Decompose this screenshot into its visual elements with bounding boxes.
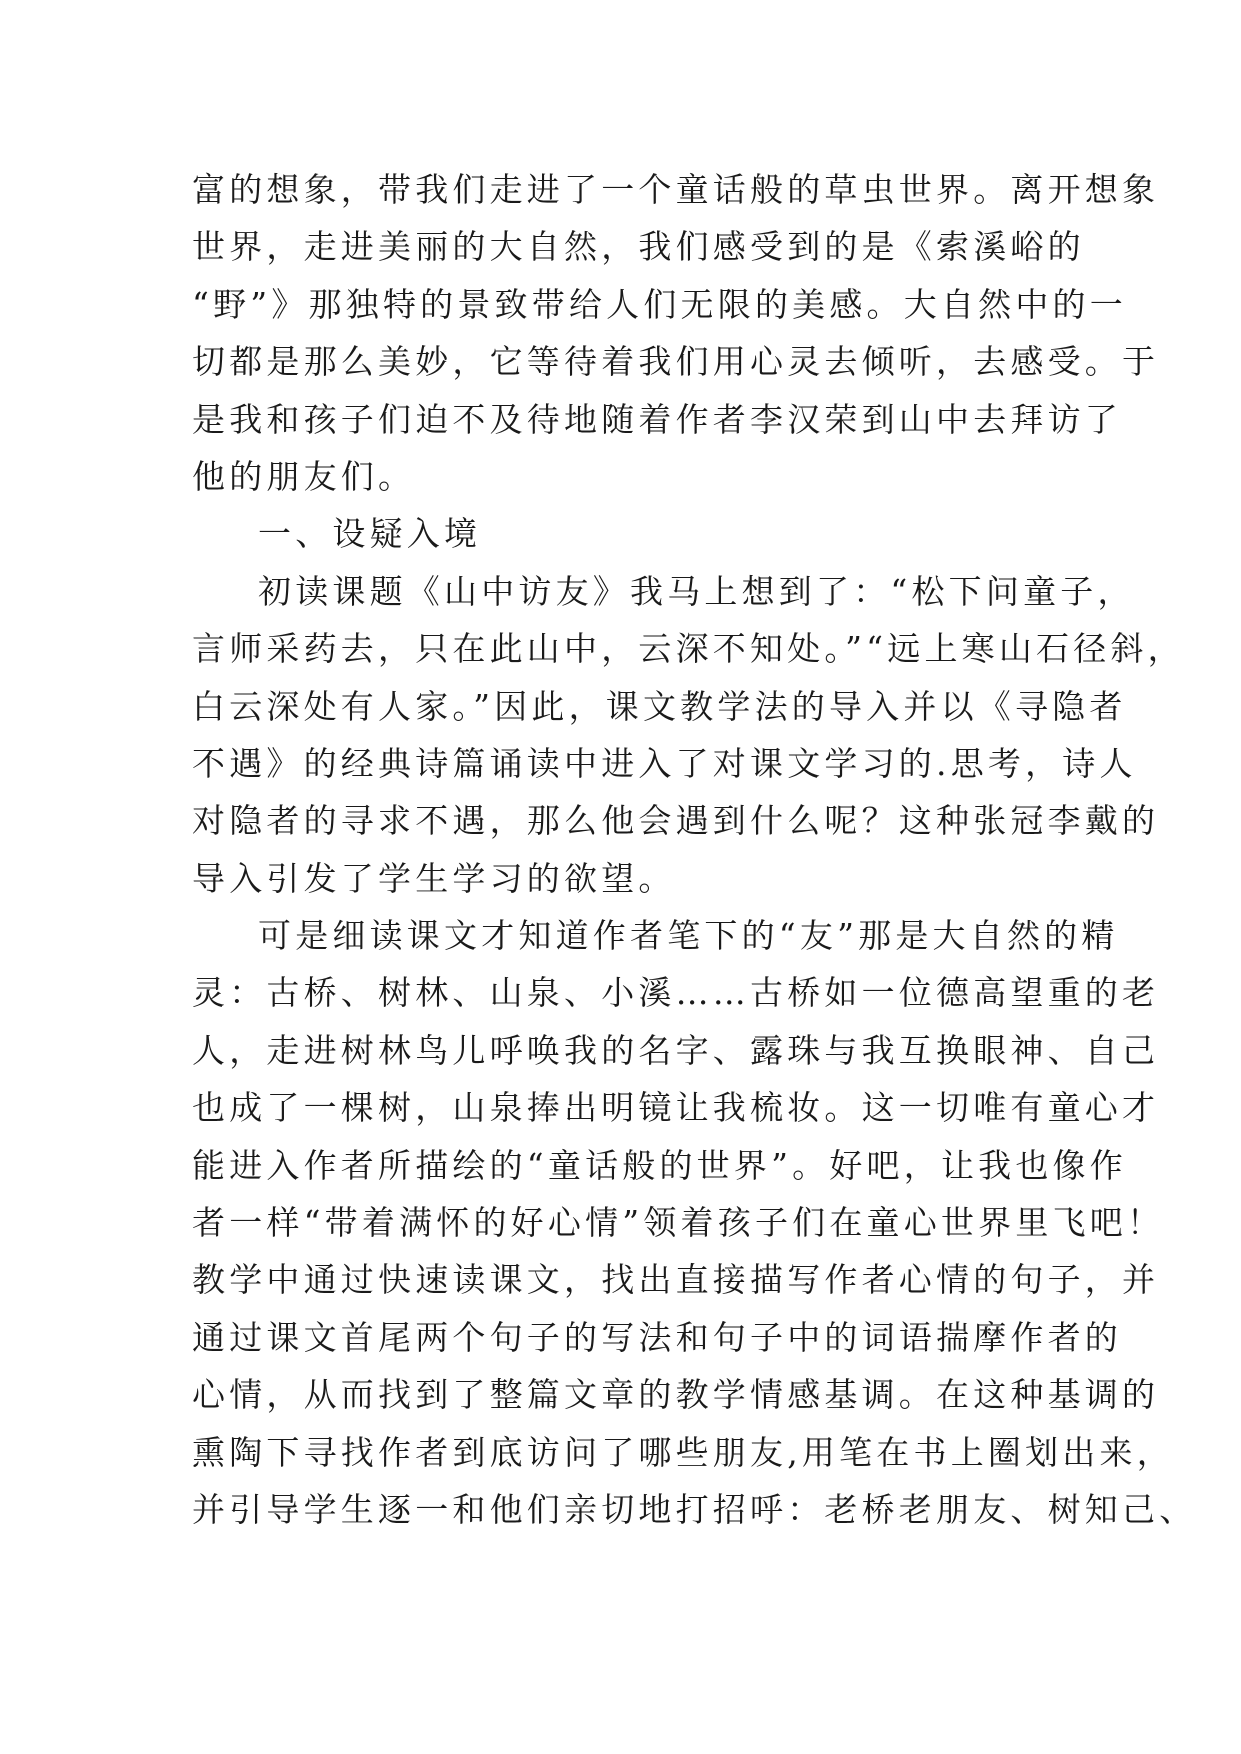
text-line: 是我和孩子们迫不及待地随着作者李汉荣到山中去拜访了 (192, 399, 1122, 439)
text-line: 者一样“带着满怀的好心情”领着孩子们在童心世界里飞吧！ (192, 1203, 1165, 1243)
text-line: 切都是那么美妙，它等待着我们用心灵去倾听，去感受。于 (192, 342, 1160, 382)
text-line: 教学中通过快速读课文，找出直接描写作者心情的句子，并 (192, 1260, 1160, 1300)
text-line: 人，走进树林鸟儿呼唤我的名字、露珠与我互换眼神、自己 (192, 1030, 1160, 1070)
text-line: 能进入作者所描绘的“童话般的世界”。好吧，让我也像作 (192, 1145, 1127, 1185)
text-line: 通过课文首尾两个句子的写法和句子中的词语揣摩作者的 (192, 1317, 1122, 1357)
text-line: 世界，走进美丽的大自然，我们感受到的是《索溪峪的 (192, 227, 1085, 267)
paragraph-start-line: 可是细读课文才知道作者笔下的“友”那是大自然的精 (258, 916, 1119, 956)
paragraph-start-line: 初读课题《山中访友》我马上想到了：“松下问童子， (258, 571, 1135, 611)
text-line: 言师采药去，只在此山中，云深不知处。”“远上寒山石径斜， (192, 629, 1185, 669)
text-line: 也成了一棵树，山泉捧出明镜让我梳妆。这一切唯有童心才 (192, 1088, 1160, 1128)
text-line: 灵：古桥、树林、山泉、小溪……古桥如一位德高望重的老 (192, 973, 1160, 1013)
text-line: 并引导学生逐一和他们亲切地打招呼：老桥老朋友、树知己、 (192, 1489, 1197, 1529)
text-line: 心情，从而找到了整篇文章的教学情感基调。在这种基调的 (192, 1375, 1160, 1415)
document-body (192, 161, 1197, 1538)
text-line: “野”》那独特的景致带给人们无限的美感。大自然中的一 (192, 284, 1127, 324)
text-line: 白云深处有人家。”因此，课文教学法的导入并以《寻隐者 (192, 686, 1127, 726)
text-line: 对隐者的寻求不遇，那么他会遇到什么呢？这种张冠李戴的 (192, 801, 1160, 841)
section-heading: 一、设疑入境 (258, 514, 482, 554)
text-line: 导入引发了学生学习的欲望。 (192, 858, 676, 898)
text-line: 富的想象，带我们走进了一个童话般的草虫世界。离开想象 (192, 170, 1160, 209)
text-line: 他的朋友们。 (192, 456, 416, 496)
text-line: 熏陶下寻找作者到底访问了哪些朋友,用笔在书上圈划出来， (192, 1432, 1174, 1472)
text-line: 不遇》的经典诗篇诵读中进入了对课文学习的.思考，诗人 (192, 743, 1137, 783)
